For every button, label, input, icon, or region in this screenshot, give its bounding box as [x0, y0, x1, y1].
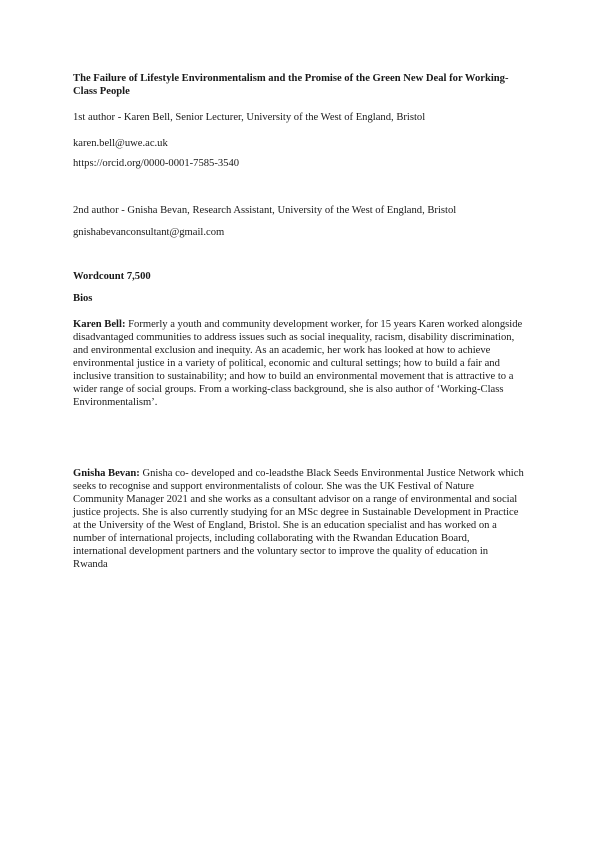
first-author-orcid: https://orcid.org/0000-0001-7585-3540	[73, 158, 240, 169]
bio-text: Formerly a youth and community development worker, for 15 years Karen worked alongside disadvantaged communities to address issues such as social inequality, racism, disability discrimination, and environmental exclusion and inequity. As an academic, her work has looked at how to achieve environmental justice in a variety of political, economic and cultural settings; how to build a fair and inclusive transition to sustainability; and how to build an environmental movement that is attractive to a wider range of social groups. From a working-class background, she is also author of ‘Working-Class Environmentalism’.	[73, 319, 523, 408]
bio-text: Gnisha co- developed and co-leadsthe Black Seeds Environmental Justice Network which seeks to recognise and support environmentalists of colour. She was the UK Festival of Nature Community Manager 2021 and she works as a consultant advisor on a range of environmental and social justice projects. She is also currently studying for an MSc degree in Sustainable Development in Practice at the University of the West of England, Bristol. She is an education specialist and has worked on a number of international projects, including collaborating with the Rwandan Education Board, international development partners and the voluntary sector to improve the quality of education in Rwanda	[73, 468, 524, 570]
bio-karen-bell	[73, 318, 525, 409]
second-author-line: 2nd author - Gnisha Bevan, Research Assistant, University of the West of England, Bristol	[73, 205, 457, 216]
first-author-line: 1st author - Karen Bell, Senior Lecturer, University of the West of England, Bristol	[73, 112, 426, 123]
paper-title: The Failure of Lifestyle Environmentalism and the Promise of the Green New Deal for Working-Class People	[73, 73, 509, 97]
bio-gnisha-bevan	[73, 467, 525, 571]
bio-name: Gnisha Bevan:	[73, 468, 140, 479]
bio-name: Karen Bell:	[73, 319, 126, 330]
bios-heading: Bios	[73, 293, 93, 304]
first-author-email: karen.bell@uwe.ac.uk	[73, 138, 168, 149]
wordcount: Wordcount 7,500	[73, 271, 151, 282]
second-author-email: gnishabevanconsultant@gmail.com	[73, 227, 225, 238]
